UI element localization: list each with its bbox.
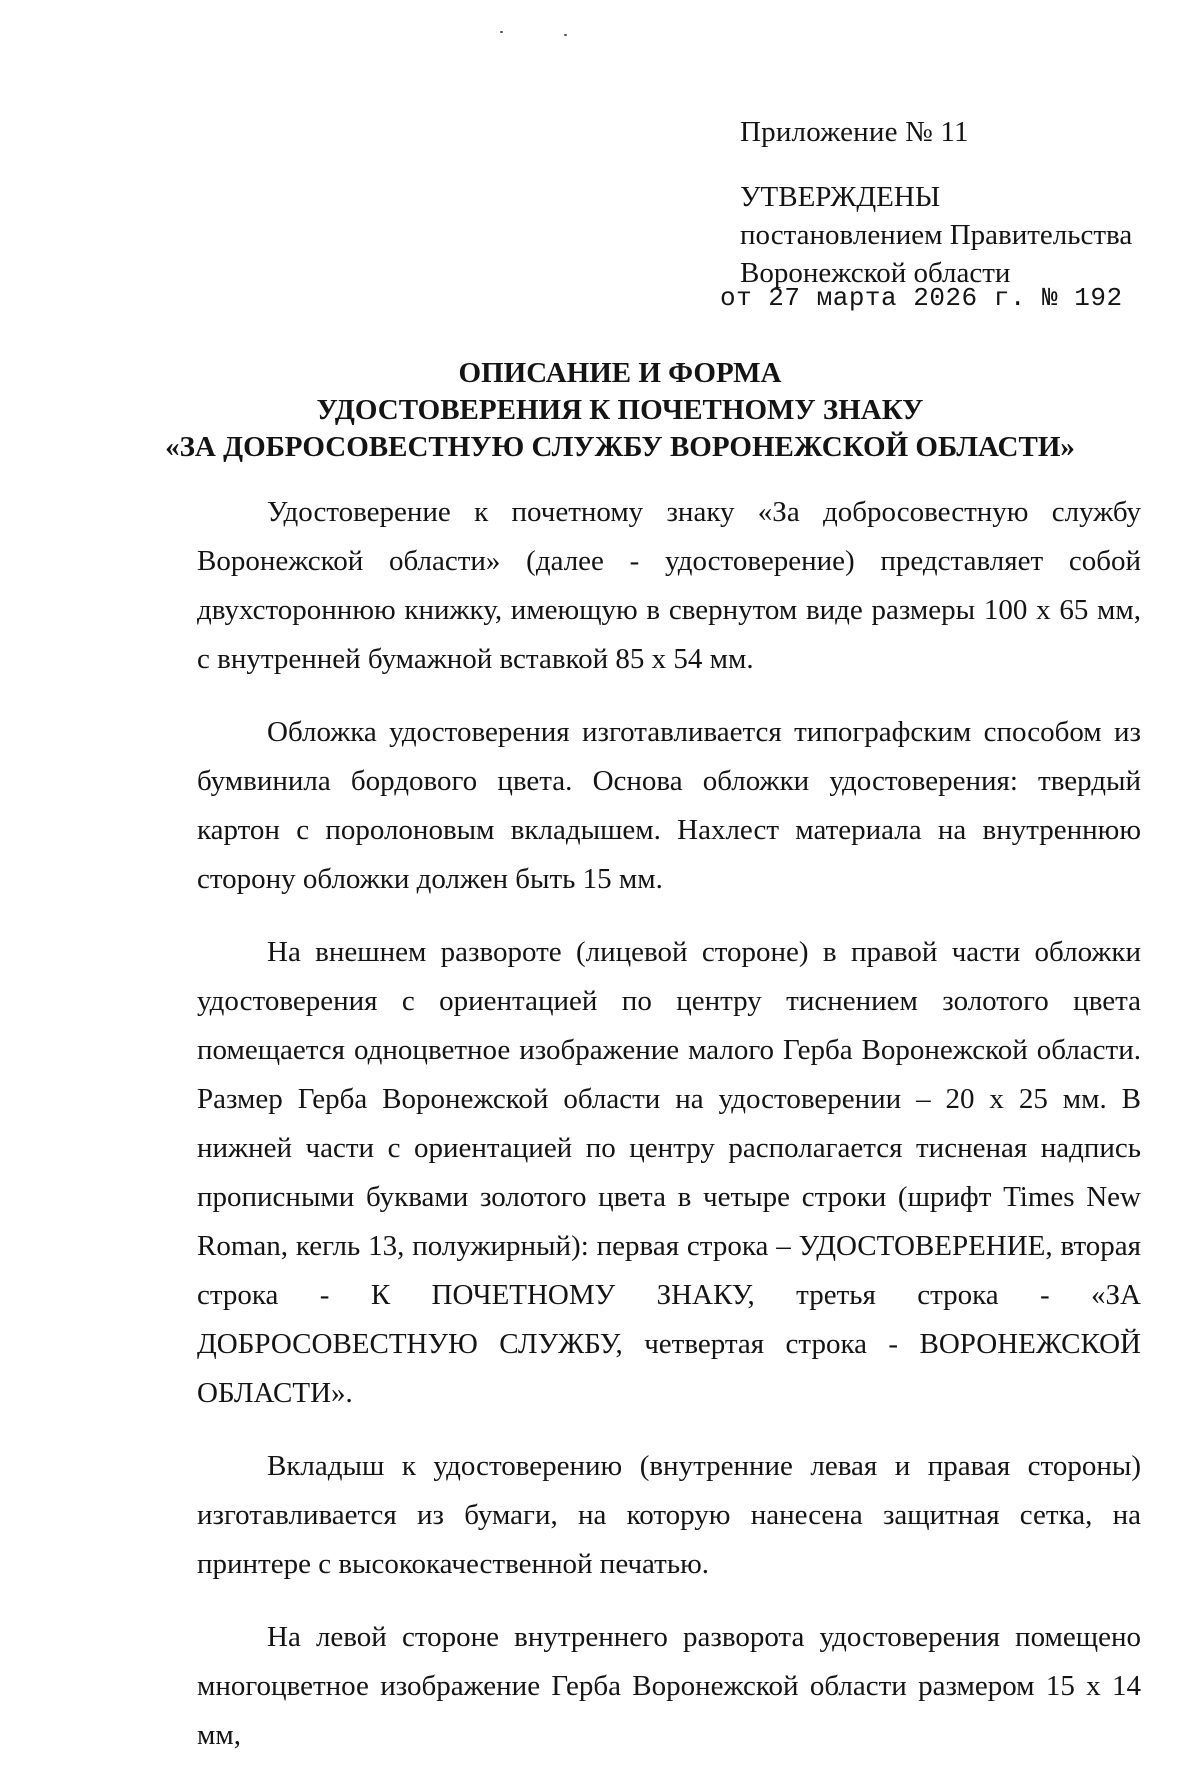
approval-line: Воронежской области	[740, 257, 1011, 289]
body-paragraph: На внешнем развороте (лицевой стороне) в правой части обложки удостоверения с ориентацией по центру тиснением золотого цвета помещается одноцветное изображение малого Герба Воронежской области. Размер Герба Воронежской области на удостоверении – 20 х 25 мм. В нижней части с ориентацией по центру располагается тисненая надпись прописными буквами золотого цвета в четыре строки (шрифт Times New Roman, кегль 13, полужирный): первая строка – УДОСТОВЕРЕНИЕ, вторая строка - К ПОЧЕТНОМУ ЗНАКУ, третья строка - «ЗА ДОБРОСОВЕСТНУЮ СЛУЖБУ, четвертая строка - ВОРОНЕЖСКОЙ ОБЛАСТИ».	[197, 936, 1141, 1409]
body-paragraph: Вкладыш к удостоверению (внутренние левая и правая стороны) изготавливается из бумаги, на которую нанесена защитная сетка, на принтере с высококачественной печатью.	[197, 1450, 1141, 1580]
body-paragraph: Обложка удостоверения изготавливается типографским способом из бумвинила бордового цвета. Основа обложки удостоверения: твердый картон с поролоновым вкладышем. Нахлест материала на внутреннюю сторону обложки должен быть 15 мм.	[197, 716, 1141, 895]
approval-heading: УТВЕРЖДЕНЫ	[740, 181, 941, 213]
body-paragraph: Удостоверение к почетному знаку «За добросовестную службу Воронежской области» (далее - удостоверение) представляет собой двухстороннюю книжку, имеющую в свернутом виде размеры 100 х 65 мм, с внутренней бумажной вставкой 85 х 54 мм.	[197, 496, 1141, 675]
document-body	[197, 488, 1141, 1784]
scan-speck	[564, 34, 567, 36]
scan-speck	[500, 31, 503, 33]
title-line: УДОСТОВЕРЕНИЯ К ПОЧЕТНОМУ ЗНАКУ	[316, 394, 924, 426]
appendix-number: Приложение № 11	[740, 116, 969, 148]
decree-date: от 27 марта 2026 г. № 192	[720, 283, 1123, 313]
approval-block	[740, 178, 1132, 292]
body-paragraph: На левой стороне внутреннего разворота удостоверения помещено многоцветное изображение Герба Воронежской области размером 15 х 14 мм,	[197, 1621, 1141, 1751]
document-title	[150, 355, 1090, 466]
title-line: ОПИСАНИЕ И ФОРМА	[458, 357, 782, 389]
title-line: «ЗА ДОБРОСОВЕСТНУЮ СЛУЖБУ ВОРОНЕЖСКОЙ ОБЛАСТИ»	[165, 431, 1075, 463]
approval-line: постановлением Правительства	[740, 219, 1133, 251]
